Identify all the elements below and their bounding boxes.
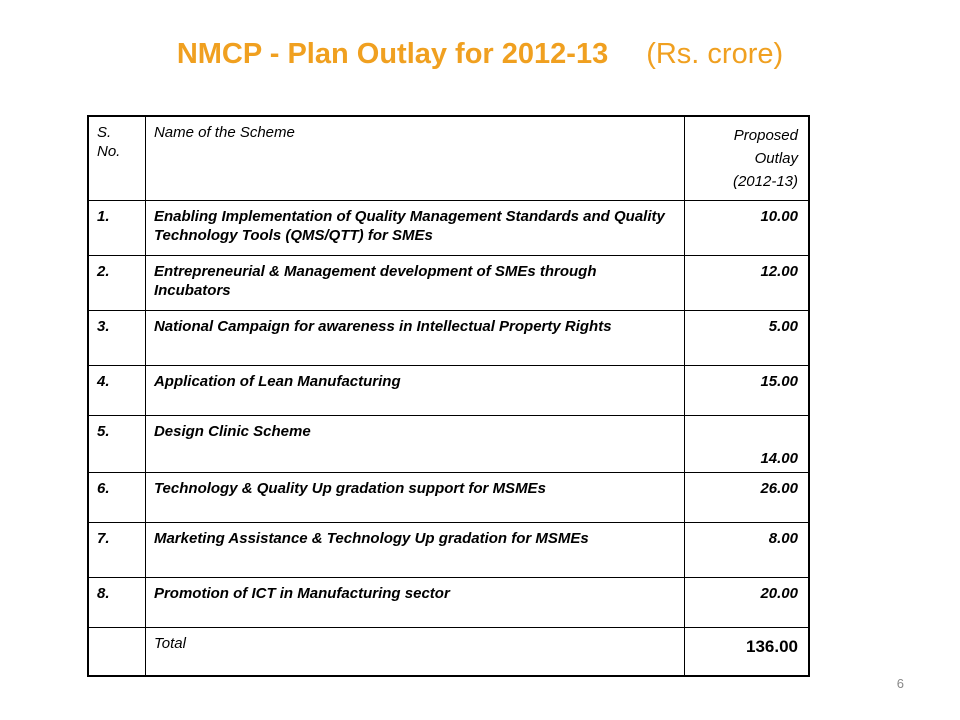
header-outlay-line2: Outlay: [754, 150, 798, 167]
table-row: [88, 311, 809, 366]
row-outlay: 12.00: [685, 256, 809, 311]
header-outlay-line1: Proposed: [733, 127, 798, 144]
row-sno: 4.: [88, 366, 145, 416]
table-row: [88, 366, 809, 416]
row-outlay: 26.00: [685, 473, 809, 523]
row-sno: 5.: [88, 416, 145, 473]
table-row: [88, 201, 809, 256]
row-scheme-name: Promotion of ICT in Manufacturing sector: [145, 578, 684, 628]
table-row: [88, 578, 809, 628]
row-sno: 6.: [88, 473, 145, 523]
row-outlay: 8.00: [685, 523, 809, 578]
row-sno: 7.: [88, 523, 145, 578]
slide-title-unit: (Rs. crore): [646, 38, 784, 70]
row-scheme-name: Application of Lean Manufacturing: [145, 366, 684, 416]
page-number: 6: [896, 676, 904, 691]
row-scheme-name: Marketing Assistance & Technology Up gradation for MSMEs: [145, 523, 684, 578]
row-sno: 2.: [88, 256, 145, 311]
header-sno: S. No.: [88, 116, 145, 201]
row-sno: 1.: [88, 201, 145, 256]
row-scheme-name: Entrepreneurial & Management development of SMEs through Incubators: [145, 256, 684, 311]
row-sno: 3.: [88, 311, 145, 366]
header-proposed-outlay: [685, 116, 809, 201]
plan-outlay-table: [87, 115, 810, 677]
row-sno: 8.: [88, 578, 145, 628]
row-scheme-name: Design Clinic Scheme: [145, 416, 684, 473]
table-row: [88, 256, 809, 311]
row-outlay: 20.00: [685, 578, 809, 628]
table-row: [88, 523, 809, 578]
table-row: [88, 416, 809, 473]
slide-title-main: NMCP - Plan Outlay for 2012-13: [176, 38, 609, 70]
total-label: Total: [145, 628, 684, 677]
slide-title: [0, 38, 960, 71]
total-sno: [88, 628, 145, 677]
total-outlay: 136.00: [685, 628, 809, 677]
row-outlay: 15.00: [685, 366, 809, 416]
table-row: [88, 473, 809, 523]
table-total-row: [88, 628, 809, 677]
row-scheme-name: Technology & Quality Up gradation support for MSMEs: [145, 473, 684, 523]
header-outlay-line3: (2012-13): [732, 173, 798, 190]
header-scheme-name: Name of the Scheme: [145, 116, 684, 201]
row-scheme-name: National Campaign for awareness in Intellectual Property Rights: [145, 311, 684, 366]
row-outlay: 14.00: [685, 416, 809, 473]
row-outlay: 5.00: [685, 311, 809, 366]
row-scheme-name: Enabling Implementation of Quality Management Standards and Quality Technology Tools (QMS/QTT) for SMEs: [145, 201, 684, 256]
table-header-row: [88, 116, 809, 201]
row-outlay: 10.00: [685, 201, 809, 256]
